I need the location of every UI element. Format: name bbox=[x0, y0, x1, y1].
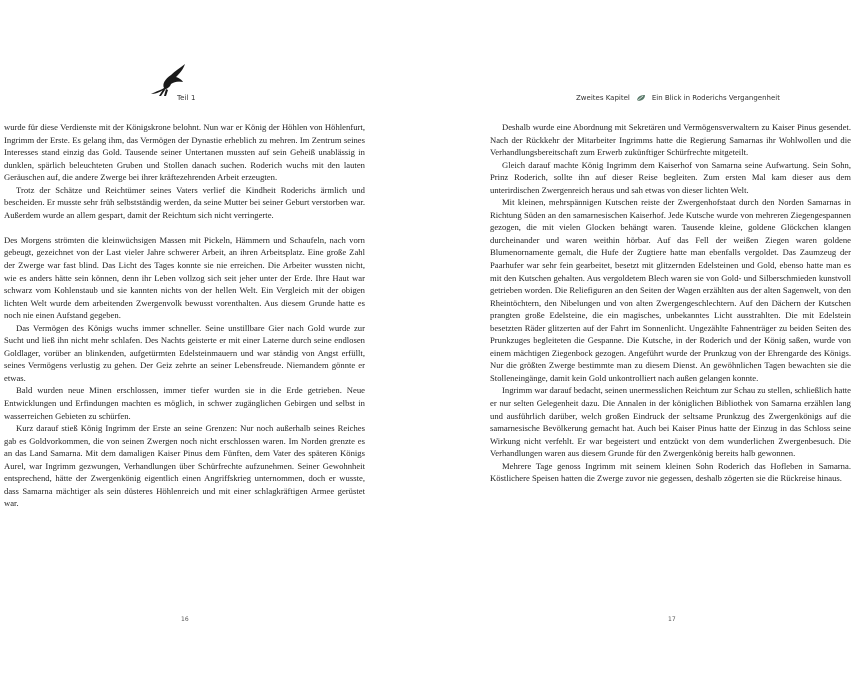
running-head bbox=[576, 94, 780, 102]
raven-icon bbox=[150, 63, 186, 97]
chapter-label: Zweites Kapitel bbox=[576, 94, 630, 102]
chapter-title: Ein Blick in Roderichs Vergangenheit bbox=[651, 94, 780, 102]
page-number: 17 bbox=[668, 616, 676, 623]
body-text bbox=[4, 121, 365, 510]
paragraph: Gleich darauf machte König Ingrimm dem Kaiserhof von Samarna seine Aufwartung. Sein Sohn, Prinz Roderich, sollte ihn auf dieser Reise begleiten. Zum ersten Mal kam dieser aus dem unterirdischen Zwergenreich heraus und sah etwas von dieser lichten Welt. bbox=[490, 159, 851, 195]
right-page bbox=[428, 0, 856, 684]
paragraph: Mehrere Tage genoss Ingrimm mit seinem kleinen Sohn Roderich das Hofleben in Samarna. Köstlichere Speisen hatten die Zwerge zuvor nie gegessen, deshalb zögerten sie die Rückreise hinaus. bbox=[490, 460, 851, 484]
body-text bbox=[490, 121, 851, 485]
paragraph: Ingrimm war darauf bedacht, seinen unermesslichen Reichtum zur Schau zu stellen, schließlich hatte er nur selten Gelegenheit dazu. Die Annalen in der königlichen Bibliothek von Samarna erzählen lang und ausführlich darüber, welch großen Eindruck der seltsame Prunkzug des Zwergenkönigs auf die samarnesische Bevölkerung gemacht hat. Auch bei Kaiser Pinus hatte der Einzug in das Schloss seine Wirkung nicht verfehlt. Er war begeistert und entzückt von dem wunderlichen Zwergenbesuch. Die Verhandlungen waren aus diesem Grunde für den Zwergenkönig bereits halb gewonnen. bbox=[490, 385, 851, 459]
paragraph: wurde für diese Verdienste mit der Königskrone belohnt. Nun war er König der Höhlen von Höhlenfurt, Ingrimm der Erste. Es gelang ihm, das Vermögen der Dynastie erheblich zu mehren. Im Zentrum seines Interesses stand einzig das Gold. Tausende seiner Untertanen mussten auf sein Geheiß unablässig in dunklen, spärlich beleuchteten Gruben und Stollen danach suchen. Roderich wuchs mit den lauten Geräuschen auf, die andere Zwerge bei ihrer kräftezehrenden Arbeit erzeugten. bbox=[4, 122, 365, 183]
leaf-ornament-icon bbox=[636, 94, 646, 102]
running-head: Teil 1 bbox=[177, 94, 196, 102]
paragraph: Deshalb wurde eine Abordnung mit Sekretären und Vermögensverwaltern zu Kaiser Pinus gesendet. Nach der Rückkehr der Mitarbeiter Ingrimms hatte die Regierung Samarnas ihr Wohlwollen und die Verhandlungsbereitschaft zum Erwerb zukünftiger Schürfrechte mitgeteilt. bbox=[490, 122, 851, 158]
paragraph: Das Vermögen des Königs wuchs immer schneller. Seine unstillbare Gier nach Gold wurde zur Sucht und ließ ihn nicht mehr schlafen. Des Nachts geisterte er mit einer Laterne durch seine endlosen Goldlager, vorüber an blinkenden, aufgetürmten Edelsteinmauern und war ständig von Angst erfüllt, seines Vermögens verlustig zu gehen. Der Geiz zehrte an seiner Lebensfreude. Niemandem gönnte er etwas. bbox=[4, 322, 365, 383]
paragraph: Bald wurden neue Minen erschlossen, immer tiefer wurden sie in die Erde getrieben. Neue Entwicklungen und Erfindungen machten es möglich, in schwer zugänglichen Gebirgen und selbst in wasserreichen Gebieten zu schürfen. bbox=[4, 385, 365, 421]
paragraph: Mit kleinen, mehrspännigen Kutschen reiste der Zwergenhofstaat durch den Norden Samarnas in Richtung Süden an den samarnesischen Kaiserhof. Jede Kutsche wurde von mehreren Ziegengespannen gezogen, die mit vielen Glocken behängt waren. Tausende kleine, goldene Glöckchen klangen durcheinander und waren weithin hörbar. Auf das Fell der weißen Ziegen waren goldene Blumenornamente gemalt, die Hufe der Zugtiere hatte man ebenfalls vergoldet. Das Zaumzeug der Paarhufer war sehr fein gearbeitet, besetzt mit glitzernden Edelsteinen und Gold, ebenso hatte man es mit den Kutschen gehalten. Aus vergoldetem Blech waren sie von Gold- und Silberschmieden kunstvoll getrieben worden. Die Reliefiguren an den Seiten der Wagen erzählten aus der alten Sagenwelt, von den Rheintöchtern, den Nibelungen und von alten Zwergengeschlechtern. Auf den Dächern der Kutschen prangten große Edelsteine, die ein magisches, unbekanntes Licht ausstrahlten. Die mit Edelstein besetzten Räder glitzerten auf der Fahrt im Sonnenlicht. Ungezählte Fahnenträger zu beiden Seiten des Prunkzuges begleiteten die Gespanne. Die Kutsche, in der Roderich und der König saßen, wurde von einem mächtigen Ziegenbock gezogen. Angeführt wurde der Prunkzug von der Ehrengarde des Königs. Nur die größten Zwerge bestimmte man zu diesem Dienst. An gewöhnlichen Tagen bewachten sie die Stolleneingänge, damit kein Gold unkontrolliert nach außen gelangen konnte. bbox=[490, 197, 851, 383]
paragraph: Des Morgens strömten die kleinwüchsigen Massen mit Pickeln, Hämmern und Schaufeln, nach vorn gebeugt, gezeichnet von der Last vieler Jahre schwerer Arbeit, an ihren Arbeitsplatz. Eine große Zahl der Zwerge war fast blind. Das Licht des Tages konnte sie nie erreichen. Die Arbeiter wussten nicht, wie es anders hätte sein können, denn ihr Leben vollzog sich seit jeher unter der Erde. Ihre Haut war schwarz vom Kohlenstaub und sie kannten nichts von der hellen Welt. Ein Vergleich mit der obigen lichten Welt wurde dem arbeitenden Zwergenvolk bewusst vorenthalten. Aus diesem Grunde hatte es noch nie einen Aufstand gegeben. bbox=[4, 234, 365, 321]
paragraph: Trotz der Schätze und Reichtümer seines Vaters verlief die Kindheit Roderichs ärmlich und bescheiden. Er musste sehr früh selbstständig werden, da seine Mutter bei seiner Geburt verstorben war. Außerdem wurde an allem gespart, damit der Reichtum sich nicht verringerte. bbox=[4, 184, 365, 220]
page-number: 16 bbox=[181, 616, 189, 623]
paragraph: Kurz darauf stieß König Ingrimm der Erste an seine Grenzen: Nur noch außerhalb seines Reiches gab es Goldvorkommen, die von seinen Zwergen noch nicht erschlossen waren. Im Norden grenzte es an das Land Samarna. Mit dem damaligen Kaiser Pinus dem Fünften, dem Vater des späteren Königs Aurel, war Ingrimm gezwungen, Verhandlungen über Schürfrechte aufzunehmen. Seiner Gewohnheit entsprechend, hätte der Zwergenkönig eigentlich einen Angriffskrieg unternommen, doch er wusste, dass Samarna mächtiger als sein düsteres Höhlenreich und mit einer schlagkräftigen Armee gerüstet war. bbox=[4, 423, 365, 509]
